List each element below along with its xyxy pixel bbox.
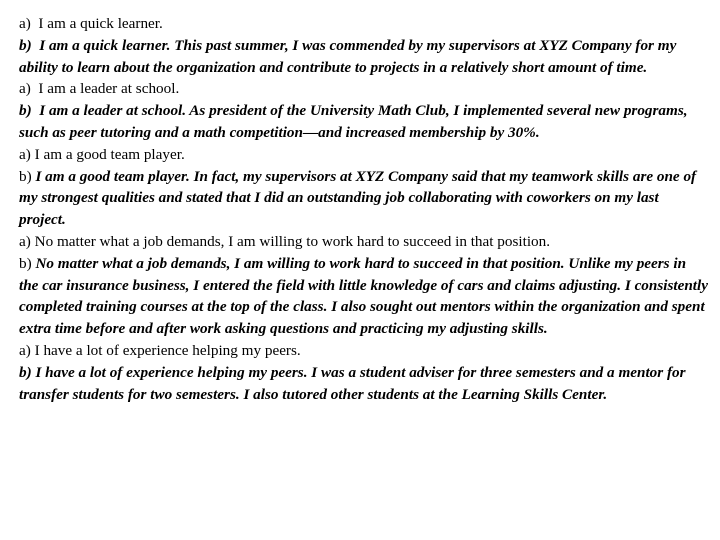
strong-statement-3 [19, 166, 709, 231]
weak-statement-2 [19, 78, 709, 100]
strong-statement-4 [19, 253, 709, 340]
strong-text-4: No matter what a job demands, I am willing to work hard to succeed in that position. Unlike my peers in the car insurance business, I entered the field with little knowledge of cars and claims adjusting. I consistently completed training courses at the top of the class. I also sought out mentors within the organization and spent extra time before and after work asking questions and practicing my adjusting skills. [19, 254, 708, 338]
strong-text-2: I am a leader at school. As president of the University Math Club, I implemented several new programs, such as peer tutoring and a math competition—and increased membership by 30%. [19, 102, 688, 141]
weak-text-3: I am a good team player. [34, 145, 185, 163]
weak-text-1: I am a quick learner. [38, 15, 163, 32]
strong-statement-5 [19, 362, 709, 406]
weak-label-1: a) [19, 15, 31, 32]
strong-statement-2 [19, 100, 709, 144]
document-body [19, 13, 709, 405]
weak-statement-4 [19, 231, 709, 253]
weak-statement-1 [19, 13, 709, 35]
weak-label-2: a) [19, 80, 31, 98]
weak-text-4: No matter what a job demands, I am willing to work hard to succeed in that position. [34, 232, 551, 250]
strong-text-5: I have a lot of experience helping my peers. I was a student adviser for three semesters and a mentor for transfer students for two semesters. I also tutored other students at the Learning Skills Center. [19, 363, 686, 403]
strong-statement-1 [19, 35, 709, 79]
strong-label-3: b) [19, 167, 32, 185]
strong-label-5: b) [19, 363, 32, 381]
strong-label-2: b) [19, 102, 32, 120]
weak-statement-5 [19, 340, 709, 362]
strong-text-3: I am a good team player. In fact, my supervisors at XYZ Company said that my teamwork skills are one of my strongest qualities and stated that I did an outstanding job collaborating with coworkers on my last project. [19, 167, 697, 229]
weak-label-3: a) [19, 145, 31, 163]
weak-statement-3 [19, 144, 709, 166]
weak-text-5: I have a lot of experience helping my peers. [34, 341, 301, 359]
weak-text-2: I am a leader at school. [38, 80, 180, 98]
weak-label-4: a) [19, 232, 31, 250]
weak-label-5: a) [19, 341, 31, 359]
strong-text-1: I am a quick learner. This past summer, I was commended by my supervisors at XYZ Company for my ability to learn about the organization and contribute to projects in a relatively short amount of time. [19, 36, 677, 76]
strong-label-4: b) [19, 254, 32, 272]
strong-label-1: b) [19, 36, 32, 54]
